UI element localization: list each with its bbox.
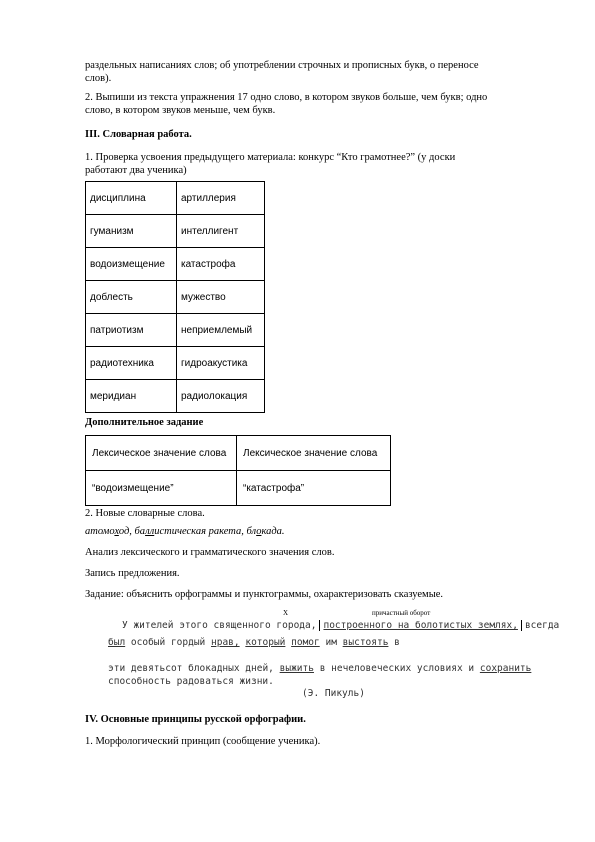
- table-cell: водоизмещение: [86, 248, 177, 281]
- table-cell: гидроакустика: [177, 347, 265, 380]
- task-line: Задание: объяснить орфограммы и пунктограммы, охарактеризовать сказуемые.: [85, 589, 444, 600]
- table-row: [86, 281, 265, 314]
- word-part: ба: [134, 526, 146, 537]
- word-part: бл: [246, 526, 257, 537]
- check-line-1: 1. Проверка усвоения предыдущего материала: конкурс “Кто грамотнее?” (у доски: [85, 152, 456, 163]
- word-part: од,: [118, 526, 135, 537]
- table-cell: неприемлемый: [177, 314, 265, 347]
- paragraph-line-2: слов).: [85, 73, 112, 84]
- table-row: [86, 182, 265, 215]
- sentence-fragment-underlined: который: [245, 637, 286, 648]
- table-cell: доблесть: [86, 281, 177, 314]
- table-cell: дисциплина: [86, 182, 177, 215]
- table-header-cell: Лексическое значение слова: [86, 436, 237, 471]
- extra-task-heading: Дополнительное задание: [85, 417, 204, 428]
- task-2-line-2: слово, в котором звуков меньше, чем букв.: [85, 105, 276, 116]
- sentence-fragment-underlined: нрав,: [211, 637, 240, 648]
- table-header-row: [86, 436, 391, 471]
- table-cell: “катастрофа”: [237, 471, 391, 506]
- table-cell: радиотехника: [86, 347, 177, 380]
- table-cell: интеллигент: [177, 215, 265, 248]
- table-row: [86, 215, 265, 248]
- word-part: када.: [261, 526, 285, 537]
- bracket-mark: [521, 620, 522, 631]
- sentence-line-3: [108, 663, 531, 674]
- table-cell: “водоизмещение”: [86, 471, 237, 506]
- word-part: истическая ракета,: [154, 526, 247, 537]
- sentence-fragment-underlined: был: [108, 637, 126, 648]
- table-row: [86, 248, 265, 281]
- section-4-heading: IV. Основные принципы русской орфографии.: [85, 714, 306, 725]
- sentence-fragment: в: [394, 637, 400, 648]
- sentence-fragment: всегда: [524, 620, 560, 631]
- sentence-line-2: [108, 637, 400, 648]
- word-part-underlined: лл: [145, 526, 155, 537]
- sentence-fragment: девятьсот блокадных дней,: [130, 663, 274, 674]
- table-cell: катастрофа: [177, 248, 265, 281]
- table-row: [86, 314, 265, 347]
- vocabulary-table: [85, 181, 265, 413]
- table-header-cell: Лексическое значение слова: [237, 436, 391, 471]
- sentence-line-1: [122, 620, 559, 631]
- sentence-fragment: эти: [108, 663, 126, 674]
- sentence-fragment-underlined: помог: [291, 637, 320, 648]
- sentence-fragment: в нечеловеческих условиях и: [319, 663, 475, 674]
- sentence-author: (Э. Пикуль): [302, 688, 365, 699]
- table-cell: гуманизм: [86, 215, 177, 248]
- extra-task-table: [85, 435, 391, 506]
- table-cell: артиллерия: [177, 182, 265, 215]
- table-row: [86, 347, 265, 380]
- word-part: атомо: [85, 526, 115, 537]
- sentence-fragment-underlined: построенного на болотистых землях,: [323, 620, 518, 631]
- table-cell: меридиан: [86, 380, 177, 413]
- table-row: [86, 471, 391, 506]
- check-line-2: работают два ученика): [85, 165, 187, 176]
- paragraph-line-1: раздельных написаниях слов; об употреблении строчных и прописных букв, о переносе: [85, 60, 479, 71]
- sentence-line-4: способность радоваться жизни.: [108, 676, 274, 687]
- word-part-underlined: х: [114, 526, 119, 537]
- new-words-label: 2. Новые словарные слова.: [85, 508, 205, 519]
- record-line: Запись предложения.: [85, 568, 180, 579]
- sentence-fragment-underlined: выжить: [279, 663, 314, 674]
- sentence-fragment-underlined: выстоять: [342, 637, 389, 648]
- new-words-list: [85, 525, 515, 538]
- sentence-fragment-underlined: сохранить: [479, 663, 532, 674]
- table-row: [86, 380, 265, 413]
- morphological-principle-line: 1. Морфологический принцип (сообщение ученика).: [85, 736, 321, 747]
- word-part-underlined: о: [256, 526, 262, 537]
- task-2-paragraph: [85, 91, 515, 117]
- bracket-mark: [319, 620, 320, 631]
- mark-x: Х: [283, 609, 289, 617]
- mark-participle-phrase: причастный оборот: [372, 609, 431, 617]
- sentence-fragment: им: [325, 637, 337, 648]
- table-cell: мужество: [177, 281, 265, 314]
- analysis-line: Анализ лексического и грамматического значения слов.: [85, 547, 335, 558]
- section-3-heading: III. Словарная работа.: [85, 129, 192, 140]
- check-paragraph: [85, 151, 515, 177]
- paragraph-continuation: [85, 59, 515, 85]
- task-2-line-1: 2. Выпиши из текста упражнения 17 одно слово, в котором звуков больше, чем букв; одно: [85, 92, 488, 103]
- table-cell: радиолокация: [177, 380, 265, 413]
- sentence-fragment: У жителей этого священного города,: [122, 620, 317, 631]
- sentence-fragment: особый гордый: [130, 637, 206, 648]
- table-cell: патриотизм: [86, 314, 177, 347]
